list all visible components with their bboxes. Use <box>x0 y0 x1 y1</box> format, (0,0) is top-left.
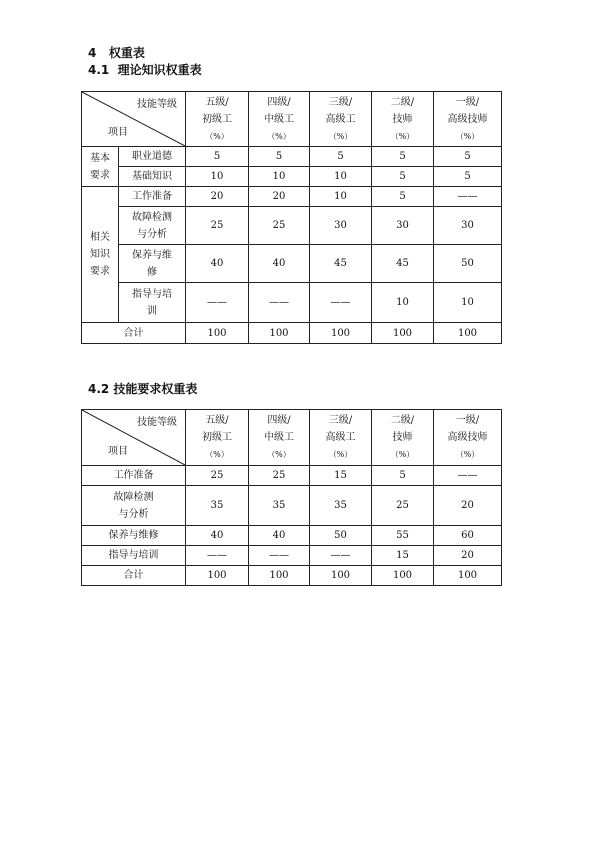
level-header: 三级/ 高级工 （%） <box>310 92 372 147</box>
total-cell: 100 <box>310 566 372 586</box>
table-row <box>82 147 502 167</box>
value-cell: —— <box>249 283 310 323</box>
value-cell: 5 <box>372 187 434 207</box>
level-header: 五级/ 初级工 （%） <box>186 92 249 147</box>
value-cell: 10 <box>372 283 434 323</box>
value-cell: 10 <box>186 167 249 187</box>
value-cell: 5 <box>310 147 372 167</box>
value-cell: 25 <box>186 207 249 245</box>
table-row <box>82 486 502 526</box>
row-label: 故障检测 与分析 <box>82 486 186 526</box>
value-cell: 10 <box>310 167 372 187</box>
value-cell: 15 <box>310 466 372 486</box>
value-cell: 5 <box>434 167 502 187</box>
total-label: 合计 <box>82 566 186 586</box>
level-header: 一级/ 高级技师 （%） <box>434 410 502 466</box>
item-label: 项目 <box>108 446 128 457</box>
value-cell: 15 <box>372 546 434 566</box>
value-cell: 35 <box>186 486 249 526</box>
value-cell: 50 <box>310 526 372 546</box>
value-cell: 10 <box>310 187 372 207</box>
header-corner-cell <box>82 92 186 147</box>
row-label: 指导与培训 <box>82 546 186 566</box>
value-cell: 30 <box>372 207 434 245</box>
item-label: 项目 <box>108 127 128 138</box>
value-cell: 5 <box>434 147 502 167</box>
value-cell: 5 <box>372 466 434 486</box>
table-header-row <box>82 410 502 466</box>
total-cell: 100 <box>249 566 310 586</box>
value-cell: —— <box>186 546 249 566</box>
total-cell: 100 <box>186 323 249 344</box>
level-header: 二级/ 技师 （%） <box>372 410 434 466</box>
value-cell: —— <box>434 187 502 207</box>
row-label: 职业道德 <box>119 147 186 167</box>
total-cell: 100 <box>372 323 434 344</box>
total-row <box>82 323 502 344</box>
value-cell: 5 <box>372 167 434 187</box>
row-label: 指导与培 训 <box>119 283 186 323</box>
value-cell: 60 <box>434 526 502 546</box>
category-label: 技能等级 <box>137 99 177 110</box>
group-basic-requirements: 基本 要求 <box>82 147 119 187</box>
value-cell: 5 <box>372 147 434 167</box>
value-cell: 40 <box>186 245 249 283</box>
row-label: 保养与维 修 <box>119 245 186 283</box>
level-header: 一级/ 高级技师 （%） <box>434 92 502 147</box>
value-cell: 40 <box>186 526 249 546</box>
value-cell: 35 <box>310 486 372 526</box>
value-cell: 50 <box>434 245 502 283</box>
value-cell: 30 <box>310 207 372 245</box>
section-heading-theory: 4.1 理论知识权重表 <box>88 63 202 77</box>
value-cell: 40 <box>249 526 310 546</box>
total-cell: 100 <box>249 323 310 344</box>
table-row <box>82 466 502 486</box>
header-corner-cell <box>82 410 186 466</box>
value-cell: 5 <box>249 147 310 167</box>
level-header: 四级/ 中级工 （%） <box>249 92 310 147</box>
value-cell: 20 <box>249 187 310 207</box>
level-header: 四级/ 中级工 （%） <box>249 410 310 466</box>
value-cell: 20 <box>434 546 502 566</box>
group-related-knowledge: 相关 知识 要求 <box>82 187 119 323</box>
table-row <box>82 283 502 323</box>
value-cell: 30 <box>434 207 502 245</box>
section-heading-weights: 4 权重表 <box>88 46 145 60</box>
total-label: 合计 <box>82 323 186 344</box>
table-row <box>82 245 502 283</box>
value-cell: 20 <box>186 187 249 207</box>
table-row <box>82 546 502 566</box>
total-row <box>82 566 502 586</box>
value-cell: —— <box>310 546 372 566</box>
value-cell: 45 <box>372 245 434 283</box>
value-cell: 35 <box>249 486 310 526</box>
value-cell: 55 <box>372 526 434 546</box>
table-row <box>82 207 502 245</box>
total-cell: 100 <box>434 323 502 344</box>
level-header: 三级/ 高级工 （%） <box>310 410 372 466</box>
level-header: 二级/ 技师 （%） <box>372 92 434 147</box>
table-row <box>82 167 502 187</box>
table-row <box>82 187 502 207</box>
value-cell: 20 <box>434 486 502 526</box>
table-row <box>82 526 502 546</box>
value-cell: 10 <box>249 167 310 187</box>
row-label: 基础知识 <box>119 167 186 187</box>
value-cell: 5 <box>186 147 249 167</box>
total-cell: 100 <box>434 566 502 586</box>
table-header-row <box>82 92 502 147</box>
theory-weight-table <box>81 91 502 344</box>
row-label: 故障检测 与分析 <box>119 207 186 245</box>
skill-weight-table <box>81 409 502 586</box>
value-cell: 25 <box>372 486 434 526</box>
level-header: 五级/ 初级工 （%） <box>186 410 249 466</box>
value-cell: —— <box>310 283 372 323</box>
category-label: 技能等级 <box>137 417 177 428</box>
total-cell: 100 <box>310 323 372 344</box>
value-cell: —— <box>434 466 502 486</box>
value-cell: —— <box>186 283 249 323</box>
value-cell: —— <box>249 546 310 566</box>
total-cell: 100 <box>372 566 434 586</box>
value-cell: 40 <box>249 245 310 283</box>
row-label: 工作准备 <box>82 466 186 486</box>
value-cell: 25 <box>249 466 310 486</box>
row-label: 工作准备 <box>119 187 186 207</box>
row-label: 保养与维修 <box>82 526 186 546</box>
total-cell: 100 <box>186 566 249 586</box>
section-heading-skills: 4.2 技能要求权重表 <box>88 382 198 396</box>
value-cell: 45 <box>310 245 372 283</box>
value-cell: 25 <box>249 207 310 245</box>
value-cell: 25 <box>186 466 249 486</box>
value-cell: 10 <box>434 283 502 323</box>
